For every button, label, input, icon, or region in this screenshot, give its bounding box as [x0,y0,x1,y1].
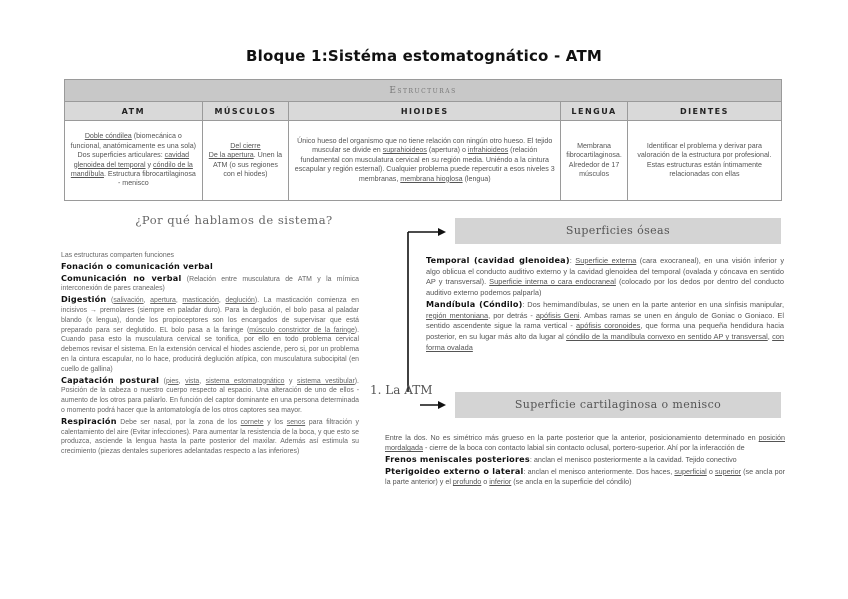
res-text-2: y los [263,418,287,426]
musculos-term-1: Del cierre [230,141,261,150]
pterigoideo-paragraph [385,466,785,488]
men-text-2: - cierre de la boca con contacto labial sin contacto oclusal, portero-superior. Ahí por la inferacción de [422,443,745,453]
res-text-1: Debe ser nasal, por la zona de los [116,418,241,426]
mandibula-paragraph [426,299,784,354]
cell-lengua: Membrana fibrocartilaginosa. Alrededor de 17 músculos [561,121,628,201]
dig-term-4: deglución [225,297,255,305]
tem-term-2: Superficie interna o cara endocraneal [489,277,616,287]
cap-text-2: ). Posición de la cabeza o nuestro cuerpo respecto al espacio. Una alteración de uno de ellos - aumento de los otros para paliarlo. En función del captor dominante en una persona determinada o momento podrá hacer que la antomatología de los otros captores sea mayor. [61,377,359,414]
dig-sep-2: , [175,297,183,305]
fonacion-heading: Fonación o comunicación verbal [61,260,213,271]
pte-text-1: : anclan el menisco anteriormente. Dos haces, [523,466,675,476]
pte-term-2: superior [715,466,741,476]
pte-text-2: o [706,466,716,476]
men-text-1: Entre la dos. No es simétrico más grueso en la parte posterior que la anterior, posicionamiento determinado en [385,433,759,442]
hioides-term-1: suprahioideos [382,146,427,155]
cap-term-2: vista [185,377,200,385]
tem-text-3: (colocado por los dedos por dentro del conducto auditivo externo podemos palparla) [426,277,784,298]
cap-sep-2: , [199,377,206,385]
cell-dientes: Identificar el problema y derivar para valoración de la estructura por profesional. Estas estructuras están íntimamente relacionadas con ellas [627,121,781,201]
hioides-term-2: infrahioideos [467,146,509,155]
mandibula-heading: Mandíbula (Cóndilo) [426,298,523,309]
menisco-intro [385,433,785,454]
no-verbal-heading: Comunicación no verbal [61,272,182,283]
pte-term-3: profundo [452,477,482,487]
page-title: Bloque 1:Sistéma estomatognático - ATM [245,47,603,65]
dig-text-0: ( [106,297,114,305]
atm-text-1: (biomecánica o funcional, anatómicamente es una sola) Dos superficies articulares: [70,132,197,160]
menisco-section [385,433,785,488]
pte-text-5: (se ancla en la superficie del cóndilo) [511,477,632,487]
cap-term-4: sistema vestibular [297,377,355,385]
man-term-3: apófisis coronoides [576,321,641,331]
atm-term-2: cavidad glenoidea del temporal [73,151,190,169]
respiracion-heading: Respiración [61,415,117,426]
dig-text-1: ). La masticación comienza en incisivos → premolares (siempre en paladar duro). Para la deglución, el bolo pasa al paladar blando (x lengua), donde los propioceptores son los encargados de supervisar que está preparado para ser deglutido. EL bolo pasa a la faringe ( [61,297,359,334]
table-band-title: Estructuras [65,80,782,102]
atm-label: 1. La ATM [370,383,433,397]
pterigoideo-heading: Pterigoideo externo o lateral [385,465,524,476]
hioides-text-1: Único hueso del organismo que no tiene relación con ningún otro hueso. El tejido muscular se divide en [297,137,553,155]
hioides-text-4: (lengua) [462,174,491,183]
tem-text-1: : [569,256,576,265]
man-text-5: , [767,332,773,342]
man-term-5: con forma ovalada [426,332,785,352]
musculos-text: . Unen la ATM (o sus regiones con el hiodes) [212,151,283,178]
man-term-4: cóndilo de la mandíbula convexo en sentido AP y transversal [566,332,768,342]
hioides-term-3: membrana hioglosa [400,174,463,183]
col-header-dientes: DIENTES [627,102,781,121]
atm-term-3: cóndilo de la mandíbula [70,160,193,178]
pte-term-1: superficial [674,466,707,476]
cap-text-1: y [284,377,297,385]
man-text-4: , que forma una pequeña hendidura hacia posterior, en su lugar más alto da lugar al [426,321,784,342]
no-verbal-text: (Relación entre musculatura de ATM y la mímica interconexión de pares craneales) [61,275,360,293]
cap-text-0: ( [159,377,166,385]
man-text-3: . Ambas ramas se unen en ángulo de Goniac o Goniaco. El sentido ascendente sigue la rama vertical - [426,310,784,331]
digestion-heading: Digestión [61,294,107,305]
dig-term-1: salivación [113,297,144,305]
atm-text-3: . Estructura fibrocartilaginosa - menisco [103,169,196,188]
pte-text-4: o [481,477,490,487]
frenos-text: : anclan el menisco posteriormente a la cavidad. Tejido conectivo [529,454,737,464]
tem-text-2: (cara exocraneal), en una visión inferior y algo oblicua el conducto auditivo externo y la cavidad glenoidea del temporal (ovalada y cóncava en sentido AP y transversal). [426,256,785,287]
section-bar-oseas: Superficies óseas [455,218,781,244]
hioides-text-3: (relación fundamental con musculatura cervical en su región media. Uniéndo a la cintura escapular y región esternal). Cualquier problema puede repercutir a esos niveles 3 membranas, [294,146,555,183]
dig-sep-1: , [143,297,151,305]
col-header-atm: ATM [65,102,203,121]
cap-sep-1: , [178,377,186,385]
man-term-2: apófisis Geni [535,310,580,320]
porque-intro: Las estructuras comparten funciones [61,252,174,259]
man-term-1: región mentoniana [426,310,489,320]
atm-text-2: y [145,160,154,169]
dig-term-2: apertura [150,297,176,305]
temporal-heading: Temporal (cavidad glenoidea) [426,255,570,265]
connector-arrow-top-head [438,228,446,236]
dig-sep-3: , [218,297,226,305]
dig-term-3: masticación [182,297,219,305]
cap-term-1: pies [165,377,179,385]
dig-text-2: ). Cuando pasa esto la musculatura cervical se tonifica, por ello en todo problema cervical debemos revisar el sistema. En la extensión cervical el hiodes asciende, pero si, por un problema en la cintura escapular, no lo hace, producirá deglución atípica, con musculatura subocipital (en cuello de gallina) [61,326,359,373]
temporal-paragraph [426,255,784,299]
men-term-1: posición mordalgada [385,433,785,453]
pte-text-3: (se ancla por la parte anterior) y el [385,466,785,487]
pte-term-4: inferior [489,477,512,487]
dig-term-5: músculo constrictor de la faringe [249,326,355,334]
col-header-musculos: MÚSCULOS [202,102,289,121]
connector-arrow-mid-head [438,401,446,409]
section-heading-porque: ¿Por qué hablamos de sistema? [135,213,333,227]
oseas-section [426,255,784,354]
col-header-lengua: LENGUA [561,102,628,121]
atm-term-1: Doble cóndilea [84,132,132,141]
res-term-1: cornete [240,418,264,426]
man-text-2: , por detrás - [488,310,536,320]
frenos-heading: Frenos meniscales posteriores [385,453,530,464]
hioides-text-2: (apertura) o [426,146,468,155]
res-term-2: senos [286,418,306,426]
captacion-heading: Capatación postural [61,374,160,385]
tem-term-1: Superficie externa [575,256,637,265]
section-bar-menisco: Superficie cartilaginosa o menisco [455,392,781,418]
col-header-hioides: HIOIDES [289,102,561,121]
musculos-term-2: De la apertura [208,151,254,160]
cap-term-3: sistema estomatognático [205,377,285,385]
man-text-1: : Dos hemimandíbulas, se unen en la parte anterior en una sínfisis manipular, [522,299,784,309]
frenos-paragraph [385,454,785,466]
res-text-3: para filtración y calentamiento del aire (Evitar infecciones). Para aumentar la resistencia de la boca, y que esto se produzca, asciende la lengua hasta la parte posterior del maxilar. Además así estimula su crecimiento (piezas dentales superiores adelantadas respecto a las inferiores) [61,418,359,456]
